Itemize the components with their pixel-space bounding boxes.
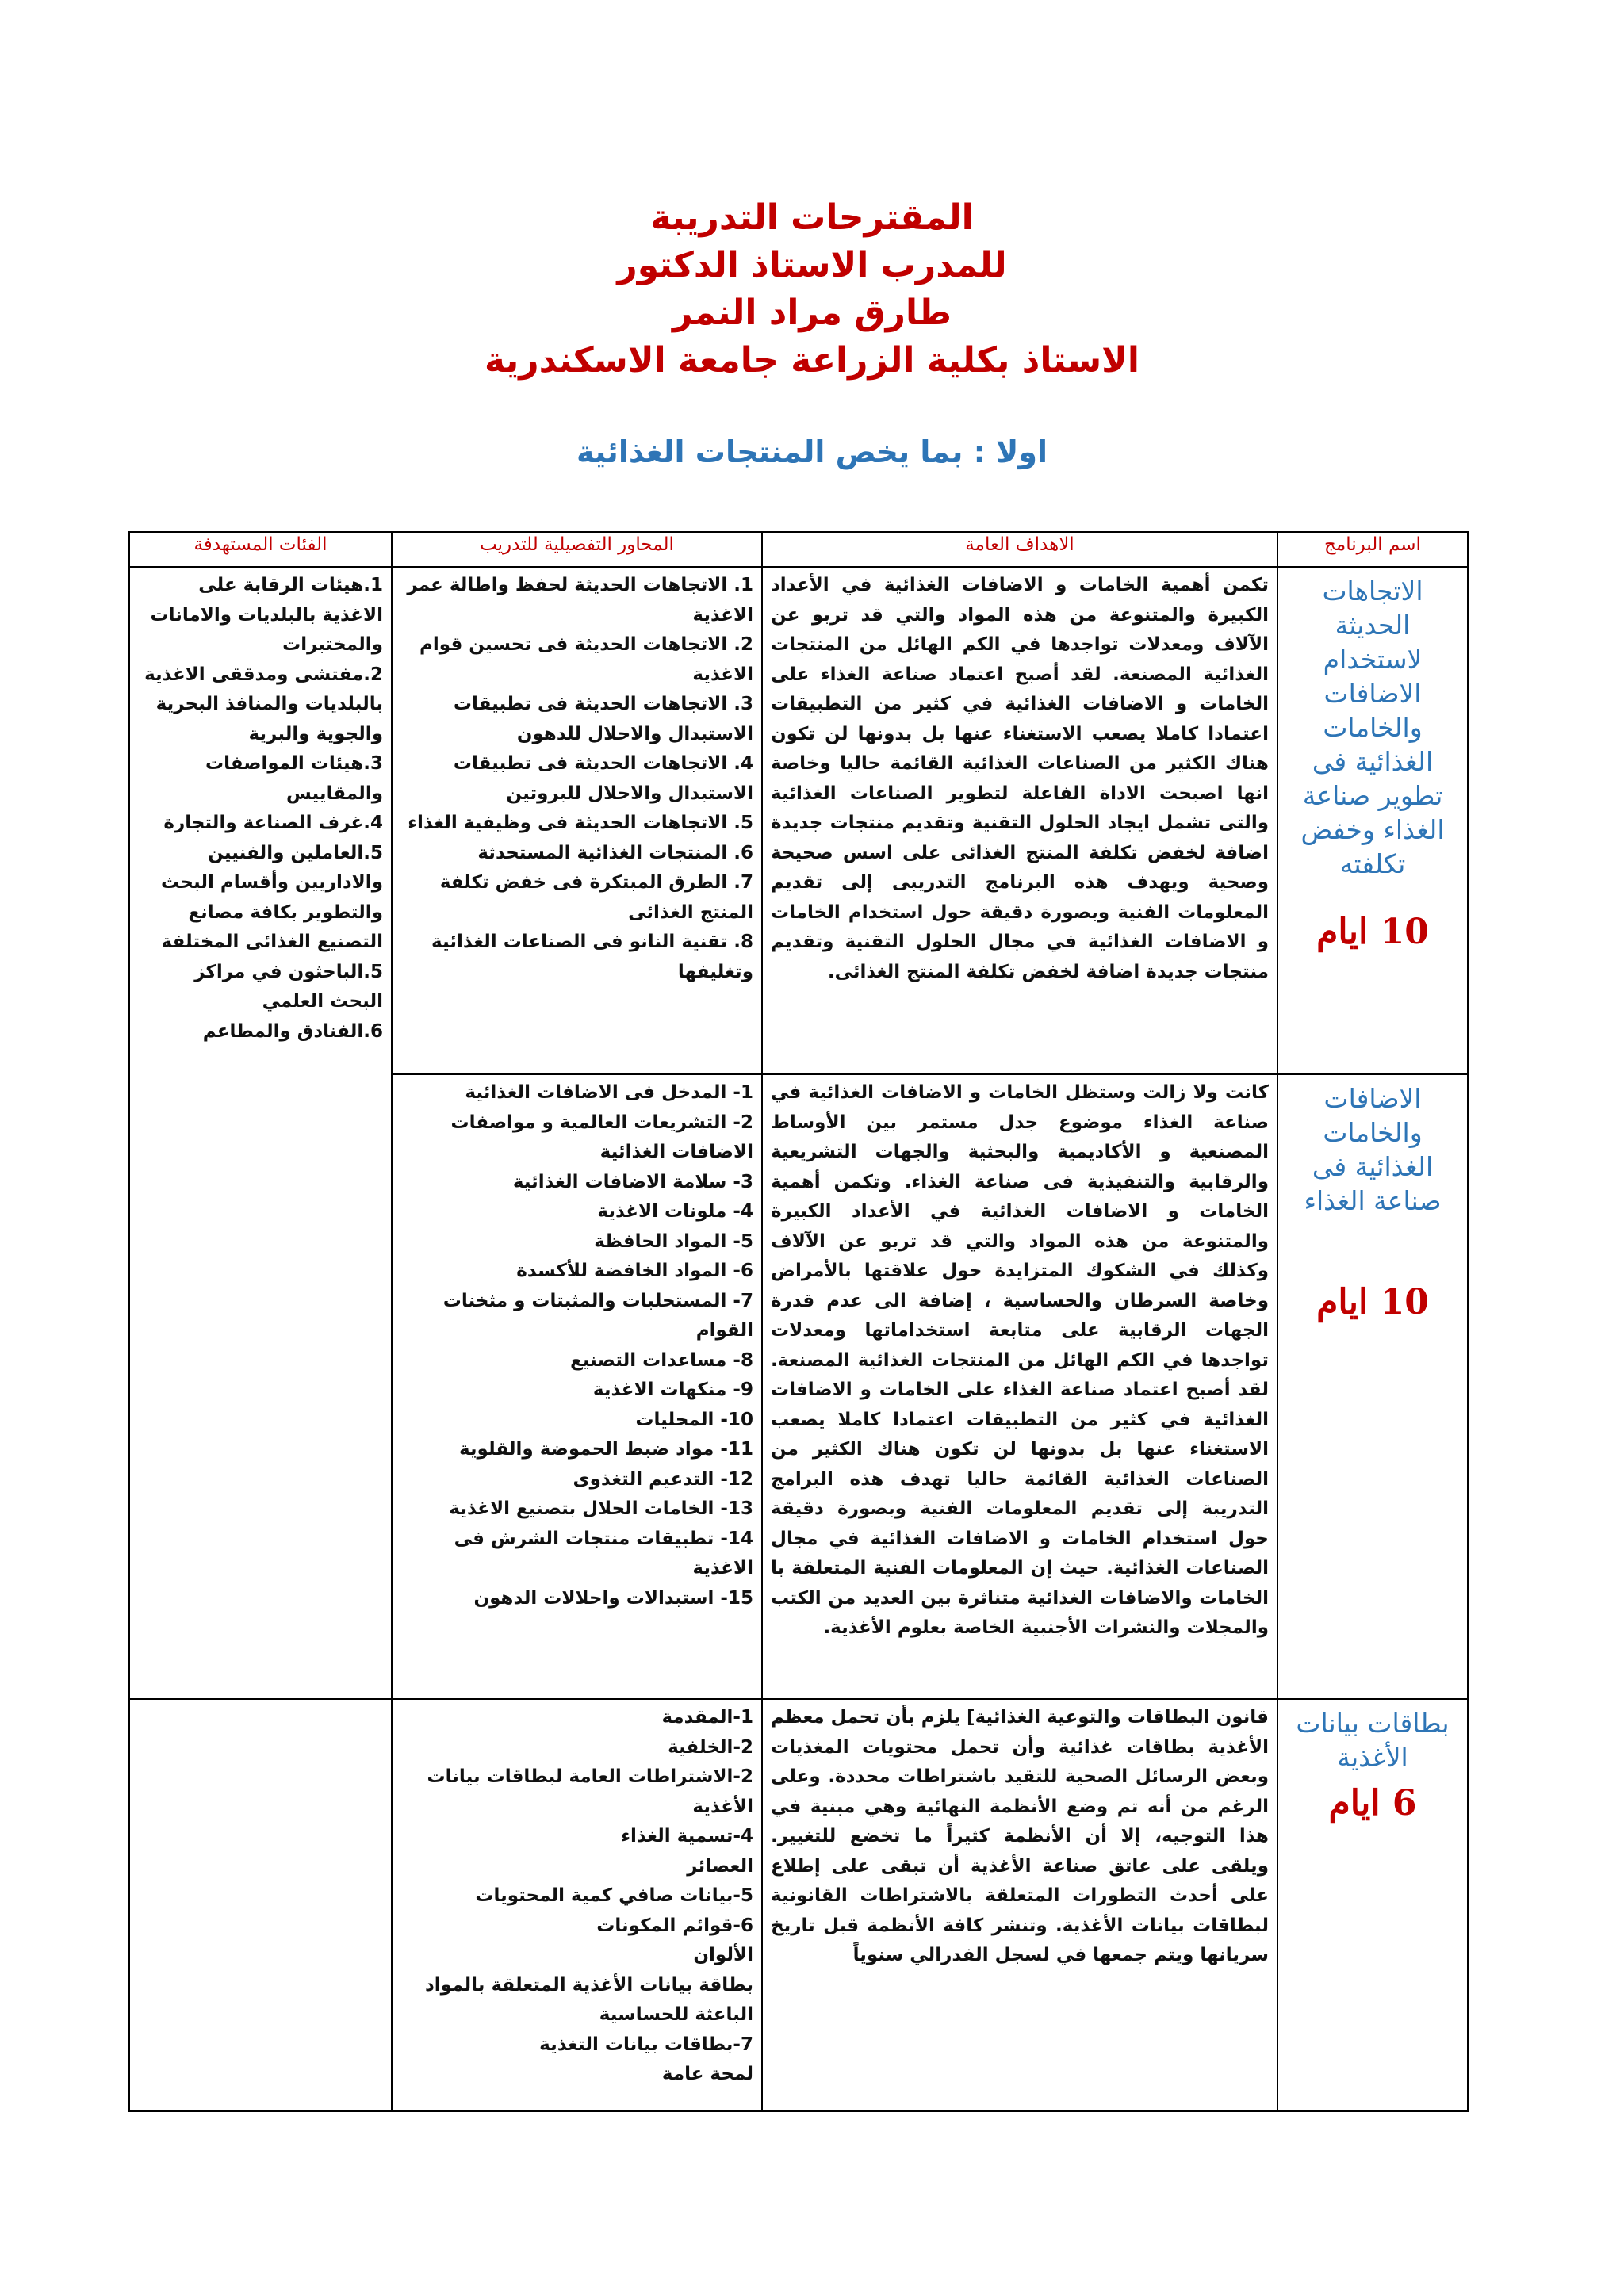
header-general-goals: الاهداف العامة xyxy=(762,532,1277,567)
list-item: 8- مساعدات التصنيع xyxy=(570,1349,753,1371)
list-item: 3. الاتجاهات الحديثة فى تطبيقات الاستبدال والاحلال للدهون xyxy=(453,694,753,744)
table-row xyxy=(129,567,1468,1074)
list-item: بطاقة بيانات الأغذية المتعلقة بالمواد الباعثة للحساسية xyxy=(425,1974,753,2025)
program-duration: 10 ايام xyxy=(1316,912,1429,952)
list-item: 8. تقنية النانو فى الصناعات الغذائية وتغليفها xyxy=(431,932,753,982)
list-item: 5. الاتجاهات الحديثة فى وظيفية الغذاء xyxy=(408,813,753,833)
list-item: 7- المستحلبات والمثبتات و مثخنات القوام xyxy=(442,1290,753,1341)
training-programs-table xyxy=(128,531,1469,2112)
program-goals: تكمن أهمية الخامات و الاضافات الغذائية في الأعداد الكبيرة والمتنوعة من هذه المواد والتي قد تربو عن الآلاف ومعدلات تواجدها في الكم الهائل من المنتجات الغذائية المصنعة. لقد أصبح اعتماد صناعة الغذاء على الخامات و الاضافات الغذائية في كثير من التطبيقات اعتمادا كاملا يصعب الاستغناء عنها بل بدونها لن تكون هناك الكثير من الصناعات الغذائية القائمة حاليا وخاصة انها اصبحت الاداة الفاعلة لتطوير الصناعات الغذائية والتى تشمل ايجاد الحلول التقنية وتقديم منتجات جديدة اضافة لخفض تكلفة المنتج الغذائى على اسس صحيحة وصحية ويهدف هذه البرنامج التدريبى إلى تقديم المعلومات الفنية وبصورة دقيقة حول استخدام الخامات و الاضافات الغذائية في مجال الحلول التقنية وتقديم منتجات جديدة اضافة لخفض تكلفة المنتج الغذائى. xyxy=(762,567,1277,1074)
section-heading: اولا : بما يخص المنتجات الغذائية xyxy=(576,434,1048,469)
list-item: 4-تسمية الغذاء xyxy=(621,1826,753,1846)
list-item: 3- سلامة الاضافات الغذائية xyxy=(512,1171,753,1192)
program-duration: 6 ايام xyxy=(1328,1783,1417,1823)
program-name-cell xyxy=(1277,567,1468,1074)
list-item: 2.مفتشى ومدققى الاغذية بالبلديات والمنافذ البحرية والجوية والبرية xyxy=(144,664,383,744)
list-item: 2-الخلفية xyxy=(668,1736,753,1758)
program-goals: كانت ولا زالت وستظل الخامات و الاضافات الغذائية في صناعة الغذاء موضوع جدل مستمر بين الأوساط المصنعية و الأكاديمية والبحثية والجهات التشريعية والرقابية والتنفيذية فى صناعة الغذاء. وتكمن أهمية الخامات و الاضافات الغذائية في الأعداد الكبيرة والمتنوعة من هذه المواد والتي قد تربو عن الآلاف وكذلك في الشكوك المتزايدة حول علاقتها بالأمراض وخاصة السرطان والحساسية ، إضافة الى عدم قدرة الجهات الرقابية على متابعة استخداماتها ومعدلات تواجدها في الكم الهائل من المنتجات الغذائية المصنعة. لقد أصبح اعتماد صناعة الغذاء على الخامات و الاضافات الغذائية في كثير من التطبيقات اعتمادا كاملا يصعب الاستغناء عنها بل بدونها لن تكون هناك الكثير من الصناعات الغذائية القائمة حاليا تهدف هذه البرامج التدريبة إلى تقديم المعلومات الفنية وبصورة دقيقة حول استخدام الخامات و الاضافات الغذائية في مجال الصناعات الغذائية. حيث إن المعلومات الفنية المتعلقة با الخامات والاضافات الغذائية متناثرة بين العديد من الكتب والمجلات والنشرات الأجنبية الخاصة بعلوم الأغذية. xyxy=(762,1074,1277,1699)
list-item: 9- منكهات الاغذية xyxy=(592,1380,753,1400)
table-row xyxy=(129,1699,1468,2111)
header-training-axes: المحاور التفصيلية للتدريب xyxy=(392,532,762,567)
list-item: العصائر xyxy=(687,1855,753,1877)
list-item: 2- التشريعات العالمية و مواصفات الاضافات الغذائية xyxy=(450,1112,753,1162)
list-item: 5.الباحثون في مراكز البحث العلمي xyxy=(194,961,383,1012)
list-item: لمحة عامة xyxy=(661,2064,753,2084)
list-item: 6. المنتجات الغذائية المستحدثة xyxy=(477,842,753,863)
program-title: الاتجاهات الحديثة لاستخدام الاضافات والخامات الغذائية فى تطوير صناعة الغذاء وخفض تكلفته xyxy=(1300,576,1445,879)
program-axes-list xyxy=(392,567,762,1074)
document-header xyxy=(0,194,1624,385)
program-goals: قانون البطاقات والتوعية الغذائية] يلزم بأن تحمل معظم الأغذية بطاقات غذائية وأن تحمل محتويات المغذيات وبعض الرسائل الصحية للتقيد باشتراطات محددة. وعلى الرغم من أنه تم وضع الأنظمة النهائية وهي مبنية في هذا التوجيه، إلا أن الأنظمة كثيراً ما تخضع للتغيير. ويلقى على عاتق صناعة الأغذية أن تبقى على إطلاع على أحدث التطورات المتعلقة بالاشتراطات القانونية لبطاقات بيانات الأغذية. وتنشر كافة الأنظمة قبل تاريخ سريانها ويتم جمعها في لسجل الفدرالي سنوياً xyxy=(762,1699,1277,2111)
list-item: 14- تطبيقات منتجات الشرش فى الاغذية xyxy=(454,1528,753,1578)
header-affiliation: الاستاذ بكلية الزراعة جامعة الاسكندرية xyxy=(485,340,1139,381)
list-item: 1-المقدمة xyxy=(661,1707,753,1728)
list-item: 6.الفنادق والمطاعم xyxy=(202,1020,383,1042)
list-item: 5.العاملين والفنيين والاداريين وأقسام البحث والتطوير بكافة مصانع التصنيع الغذائى المختلفة xyxy=(161,842,383,952)
target-groups-empty-cell xyxy=(129,1699,392,2111)
list-item: 2. الاتجاهات الحديثة فى تحسين قوام الاغذية xyxy=(419,634,753,685)
list-item: 7. الطرق المبتكرة فى خفض تكلفة المنتج الغذائى xyxy=(439,872,753,923)
list-item: 2-الاشتراطات العامة لبطاقات بيانات الأغذية xyxy=(427,1766,753,1817)
list-item: 10- المحليات xyxy=(635,1409,753,1430)
list-item: 3.هيئات المواصفات والمقاييس xyxy=(205,753,383,804)
header-trainer-line: للمدرب الاستاذ الدكتور xyxy=(617,245,1007,285)
list-item: 7-بطاقات بيانات التغذية xyxy=(539,2034,753,2055)
program-axes-list xyxy=(392,1699,762,2111)
list-item: 13- الخامات الحلال بتصنيع الاغذية xyxy=(449,1498,753,1519)
list-item: 11- مواد ضبط الحموضة والقلوية xyxy=(458,1439,753,1460)
list-item: 6- المواد الخافضة للأكسدة xyxy=(516,1261,753,1281)
program-duration: 10 ايام xyxy=(1316,1282,1429,1322)
list-item: 12- التدعيم التغذوى xyxy=(573,1468,753,1490)
program-title: بطاقات بيانات الأغذية xyxy=(1296,1708,1450,1773)
header-program-name: اسم البرنامج xyxy=(1277,532,1468,567)
list-item: 6-قوائم المكونات xyxy=(596,1915,753,1936)
list-item: 4.غرف الصناعة والتجارة xyxy=(163,813,383,833)
program-name-cell xyxy=(1277,1699,1468,2111)
program-title: الاضافات والخامات الغذائية فى صناعة الغذاء xyxy=(1304,1083,1442,1216)
program-axes-list xyxy=(392,1074,762,1699)
list-item: 1. الاتجاهات الحديثة لحفظ واطالة عمر الاغذية xyxy=(407,575,753,626)
header-target-groups: الفئات المستهدفة xyxy=(129,532,392,567)
header-trainer-name: طارق مراد النمر xyxy=(672,293,952,333)
table-header-row xyxy=(129,532,1468,567)
list-item: الألوان xyxy=(693,1945,753,1965)
list-item: 5- المواد الحافظة xyxy=(594,1230,753,1252)
program-name-cell xyxy=(1277,1074,1468,1699)
list-item: 4. الاتجاهات الحديثة فى تطبيقات الاستبدال والاحلال للبروتين xyxy=(453,753,753,804)
list-item: 5-بيانات صافي كمية المحتويات xyxy=(475,1885,753,1906)
list-item: 4- ملونات الاغذية xyxy=(597,1201,753,1222)
list-item: 1- المدخل فى الاضافات الغذائية xyxy=(465,1082,753,1103)
list-item: 1.هيئات الرقابة على الاغذية بالبلديات والامانات والمختبرات xyxy=(150,575,383,655)
target-groups-cell xyxy=(129,567,392,1699)
header-title: المقترحات التدريبة xyxy=(650,197,974,238)
list-item: 15- استبدالات واحلالات الدهون xyxy=(473,1587,753,1609)
